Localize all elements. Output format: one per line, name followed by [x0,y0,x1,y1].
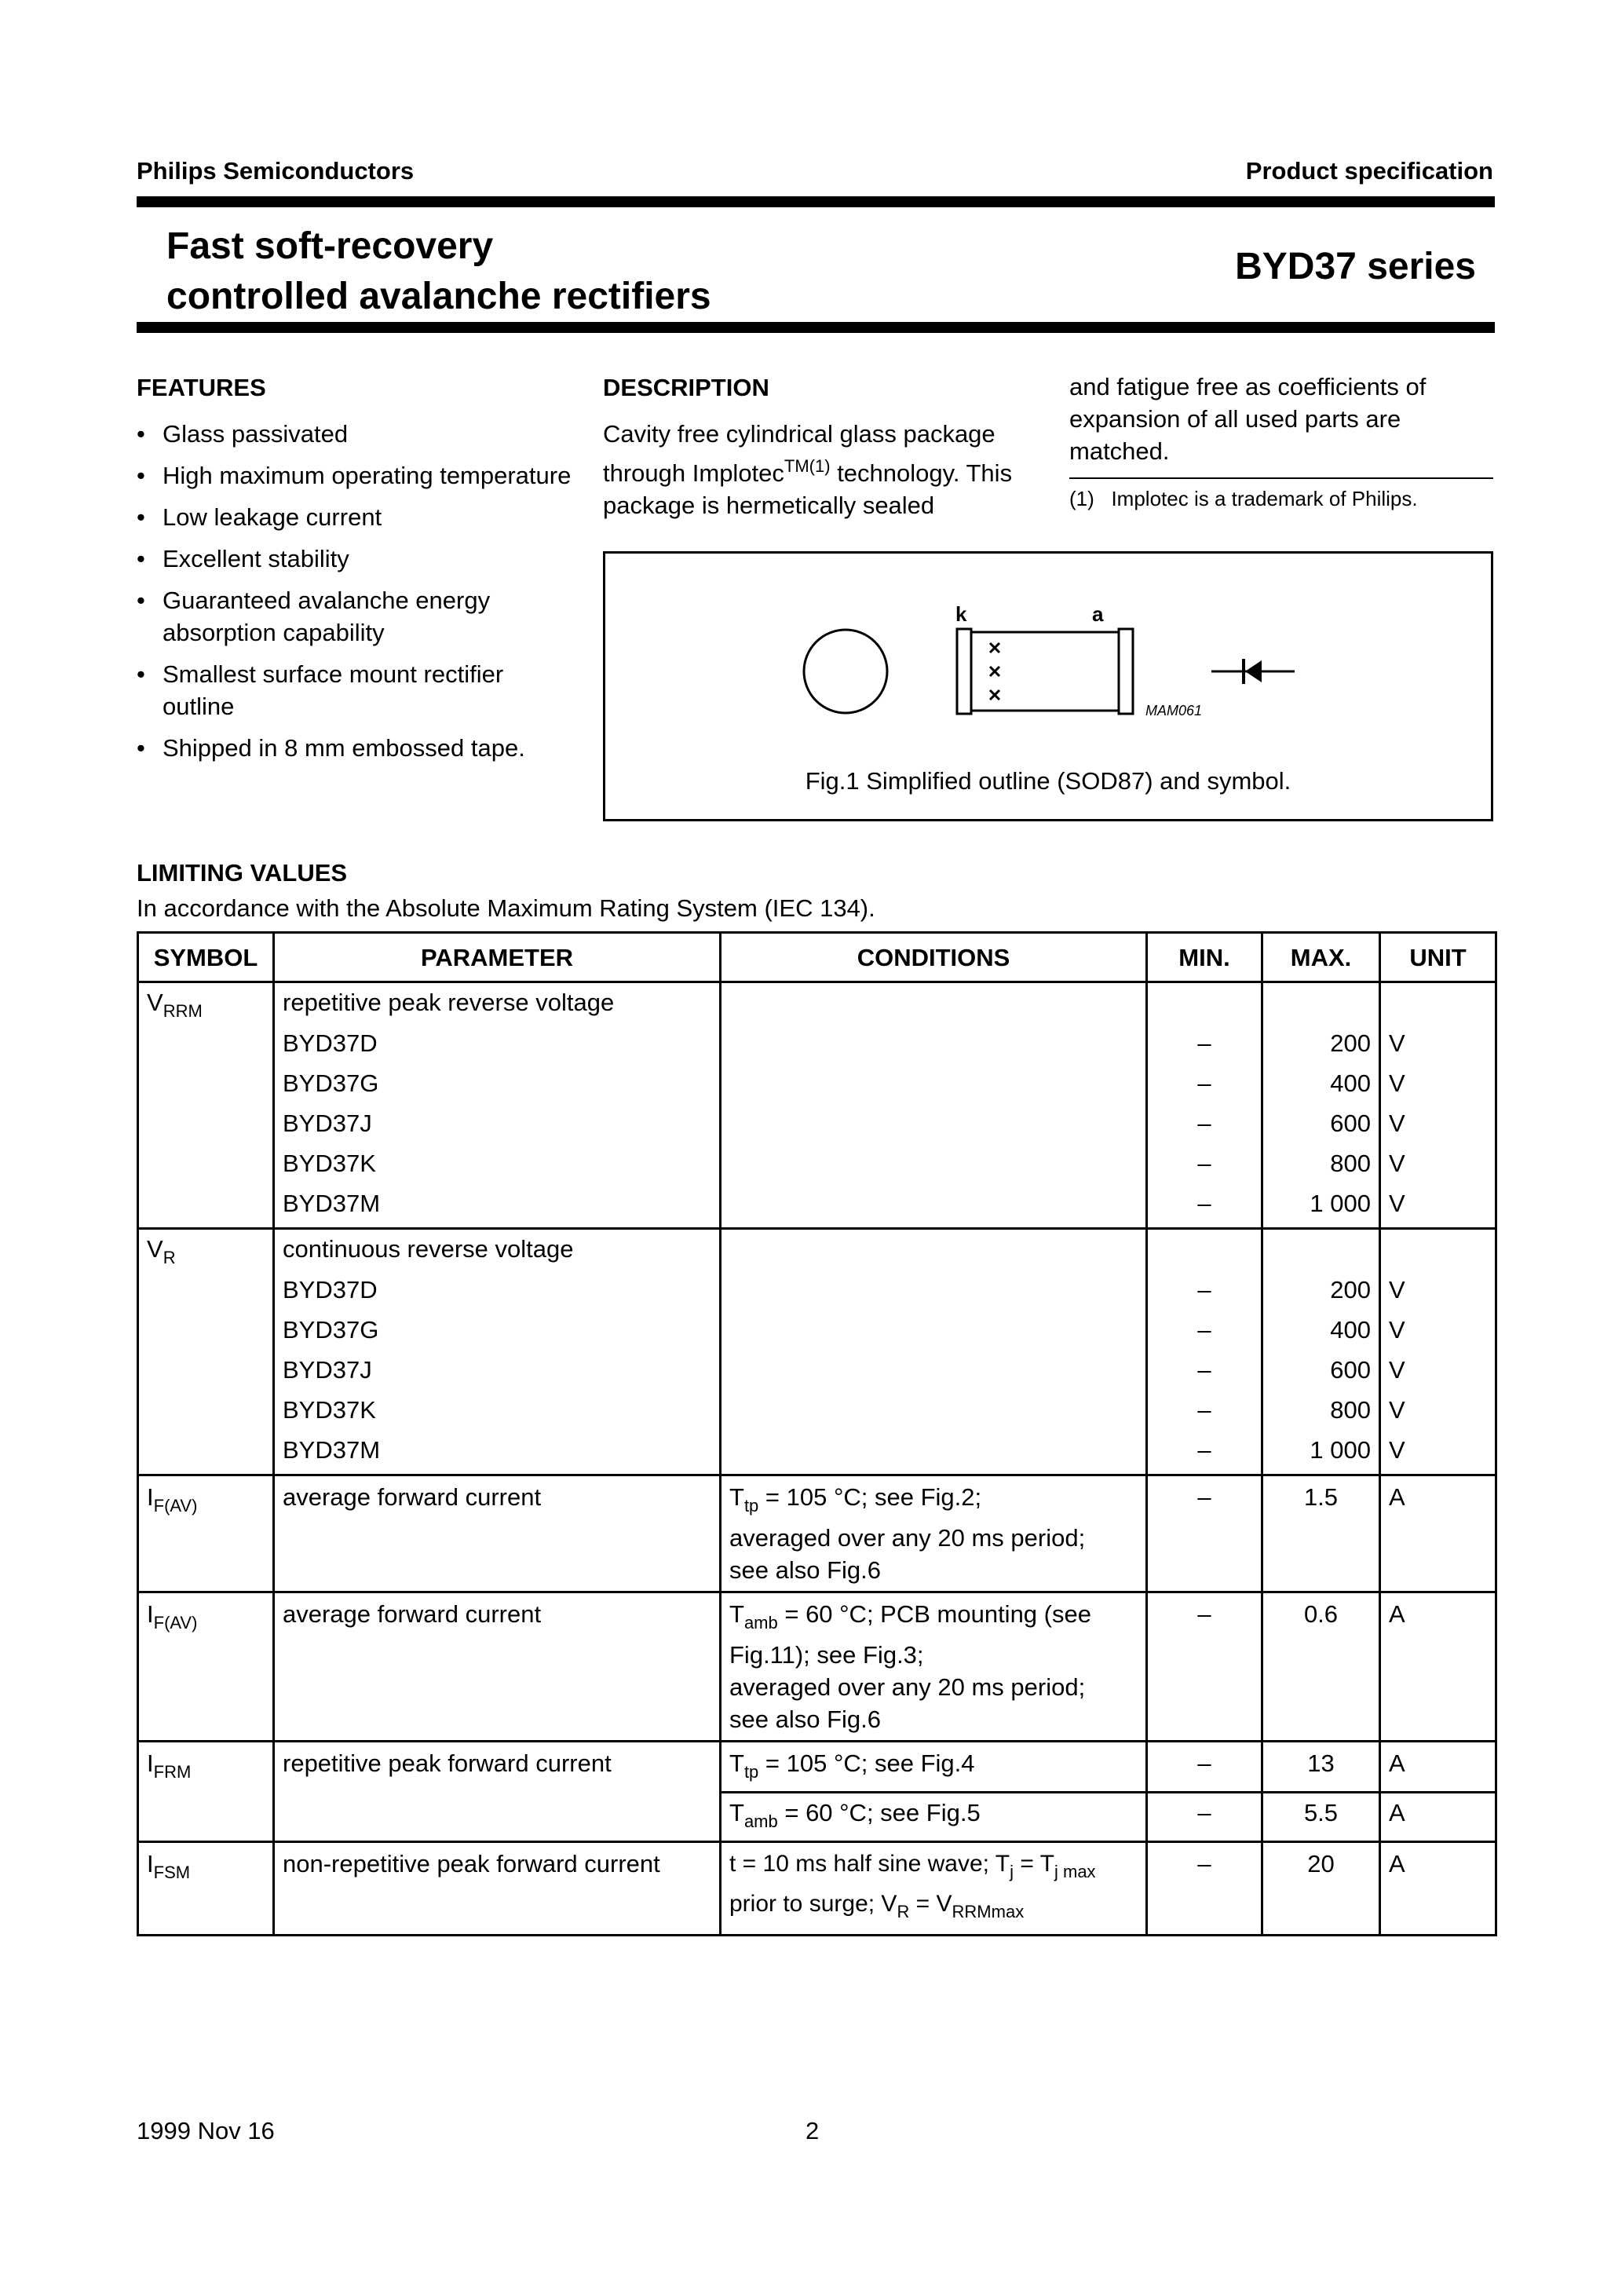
list-item: • Excellent stability [137,543,576,575]
table-row: BYD37K – 800 V [138,1394,1496,1434]
table-row: BYD37K – 800 V [138,1147,1496,1187]
parameter-cell: continuous reverse voltage [274,1229,721,1274]
title-rule [137,322,1495,333]
table-row [138,982,1496,1028]
col-parameter: PARAMETER [274,933,721,982]
header-rule [137,196,1495,207]
list-item: • Low leakage current [137,501,576,533]
document-type: Product specification [1245,157,1493,185]
page-number: 2 [806,2117,820,2144]
table-row: BYD37J – 600 V [138,1107,1496,1147]
table-row: BYD37D – 200 V [138,1027,1496,1067]
table-row: BYD37G – 400 V [138,1067,1496,1107]
description-text: Cavity free cylindrical glass package through Implotec$^{TM(1)}$ technology. This package is hermetically sealed [603,420,1013,519]
parameter-cell: repetitive peak reverse voltage [274,982,721,1028]
col-unit: UNIT [1380,933,1496,982]
list-item: • Shipped in 8 mm embossed tape. [137,732,576,764]
limiting-values-table [137,931,1497,1936]
figure-caption: Fig.1 Simplified outline (SOD87) and symbol. [805,767,1291,795]
table-row: $T_{amb} = 60$ °C; see Fig.5 – 5.5 A [138,1793,1496,1842]
cathode-label: k [955,602,967,626]
table-row: $I_{FRM}$ repetitive peak forward current $T_{tp} = 105$ °C; see Fig.4 – 13 A [138,1742,1496,1793]
table-row: BYD37M – 1 000 V [138,1434,1496,1475]
table-row [138,1229,1496,1274]
col-symbol: SYMBOL [138,933,274,982]
trademark-mark: TM(1) [784,456,831,476]
anode-label: a [1092,602,1104,626]
table-row: $I_{FSM}$ non-repetitive peak forward current t = 10 ms half sine wave; $T_j = T_{j max}$ prior to surge; $V_R = V_{RRMmax}$ – 20 A [138,1842,1496,1936]
package-body [957,632,1133,711]
list-item: • High maximum operating temperature [137,459,576,492]
package-end-view [804,630,887,713]
list-item: • Smallest surface mount rectifier outline [137,658,576,722]
table-row: BYD37G – 400 V [138,1314,1496,1354]
diode-symbol-icon [1211,659,1295,684]
figure-box [603,551,1493,821]
description-heading: DESCRIPTION [603,374,769,401]
series-name: BYD37 series [1235,246,1476,287]
limiting-values-intro: In accordance with the Absolute Maximum Rating System (IEC 134). [137,894,875,922]
table-row: $I_{F(AV)}$ average forward current $T_{amb} = 60$ °C; PCB mounting (see Fig.11); see Fig.3; averaged over any 20 ms period; see also Fig.6 – 0.6 A [138,1592,1496,1742]
footer-date: 1999 Nov 16 [137,2117,275,2144]
table-row: BYD37M – 1 000 V [138,1187,1496,1229]
features-list [137,418,576,773]
col-conditions: CONDITIONS [721,933,1147,982]
cathode-cap [957,629,971,714]
symbol-cell: $V_R$ [138,1229,274,1274]
title-line-1: Fast soft-recovery [166,225,494,267]
figure-code: MAM061 [1145,703,1203,718]
limiting-values-heading: LIMITING VALUES [137,859,348,887]
table-row: BYD37D – 200 V [138,1274,1496,1314]
anode-cap [1119,629,1133,714]
table-header-row [138,933,1496,982]
features-heading: FEATURES [137,374,266,401]
company-name: Philips Semiconductors [137,157,415,185]
list-item: • Guaranteed avalanche energy absorption capability [137,584,576,649]
table-row: BYD37J – 600 V [138,1354,1496,1394]
symbol-cell: $V_{RRM}$ [138,982,274,1028]
col-max: MAX. [1262,933,1380,982]
document-title [166,221,711,322]
col-min: MIN. [1147,933,1262,982]
cathode-band-marks [990,643,999,700]
footnote: (1) Implotec is a trademark of Philips. [1069,487,1418,510]
table-row: $I_{F(AV)}$ average forward current $T_{tp} = 105$ °C; see Fig.2; averaged over any 20 ms period; see also Fig.6 – 1.5 A [138,1475,1496,1592]
title-line-2: controlled avalanche rectifiers [166,276,711,317]
list-item: • Glass passivated [137,418,576,450]
footnote-rule [1069,477,1493,479]
description-text-cont: and fatigue free as coefficients of expansion of all used parts are matched. [1069,373,1427,465]
